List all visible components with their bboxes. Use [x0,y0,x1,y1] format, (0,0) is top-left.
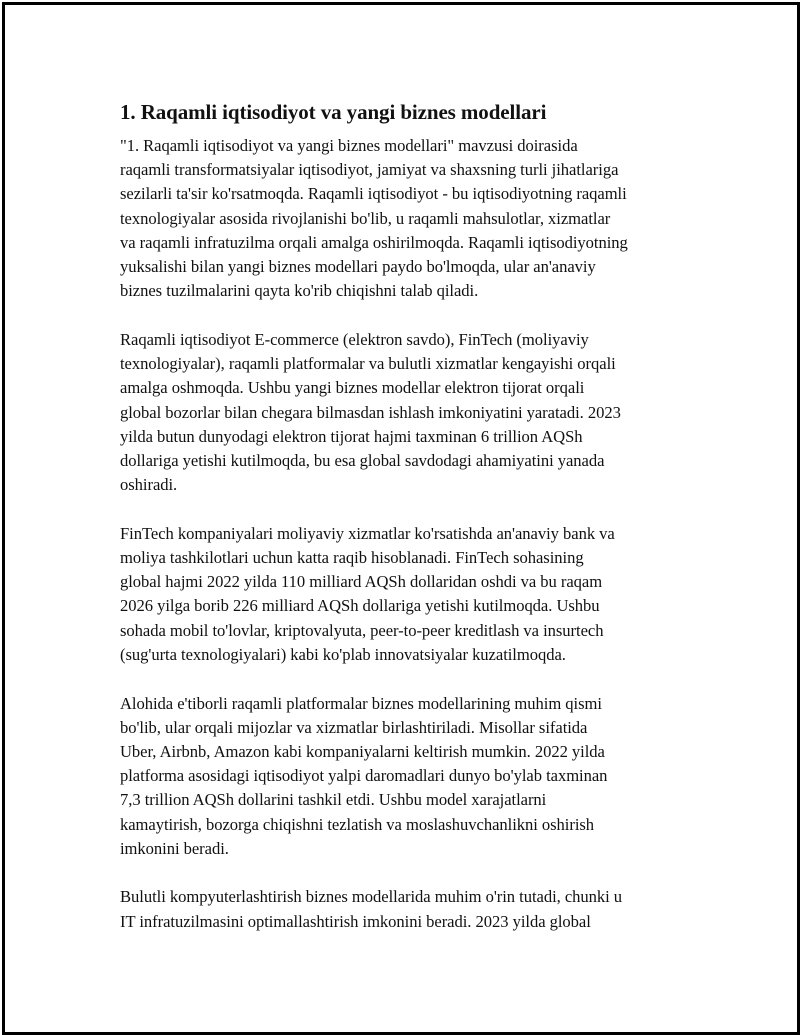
text-line: 2026 yilga borib 226 milliard AQSh dollariga yetishi kutilmoqda. Ushbu [120,596,600,616]
text-line: dollariga yetishi kutilmoqda, bu esa global savdodagi ahamiyatini yanada [120,450,605,470]
text-line: amalga oshmoqda. Ushbu yangi biznes modellar elektron tijorat orqali [120,378,585,398]
text-line: global hajmi 2022 yilda 110 milliard AQSh dollaridan oshdi va bu raqam [120,572,603,592]
section-heading: 1. Raqamli iqtisodiyot va yangi biznes modellari [120,100,547,124]
text-line: "1. Raqamli iqtisodiyot va yangi biznes modellari" mavzusi doirasida [120,136,578,155]
text-line: Alohida e'tiborli raqamli platformalar biznes modellarining muhim qismi [120,693,602,713]
text-line: Uber, Airbnb, Amazon kabi kompaniyalarni keltirish mumkin. 2022 yilda [120,741,605,761]
text-line: 7,3 trillion AQSh dollarini tashkil etdi. Ushbu model xarajatlarni [120,790,547,810]
text-line: oshiradi. [120,475,178,495]
text-line: yuksalishi bilan yangi biznes modellari paydo bo'lmoqda, ular an'anaviy [120,257,596,277]
text-line: sohada mobil to'lovlar, kriptovalyuta, peer-to-peer kreditlash va insurtech [120,620,604,640]
text-line: texnologiyalar asosida rivojlanishi bo'lib, u raqamli mahsulotlar, xizmatlar [120,208,611,228]
text-line: imkonini beradi. [120,838,229,858]
text-line: kamaytirish, bozorga chiqishni tezlatish va moslashuvchanlikni oshirish [120,814,595,834]
text-line: texnologiyalar), raqamli platformalar va bulutli xizmatlar kengayishi orqali [120,354,616,374]
text-line: biznes tuzilmalarini qayta ko'rib chiqishni talab qiladi. [120,281,479,301]
body-paragraph [120,692,695,861]
text-line: Bulutli kompyuterlashtirish biznes modellarida muhim o'rin tutadi, chunki u [120,887,623,907]
text-line: (sug'urta texnologiyalari) kabi ko'plab innovatsiyalar kuzatilmoqda. [120,644,566,664]
text-line: va raqamli infratuzilma orqali amalga oshirilmoqda. Raqamli iqtisodiyotning [120,232,628,252]
text-line: sezilarli ta'sir ko'rsatmoqda. Raqamli iqtisodiyot - bu iqtisodiyotning raqamli [120,184,627,204]
text-line: bo'lib, ular orqali mijozlar va xizmatlar birlashtiriladi. Misollar sifatida [120,717,588,737]
body-paragraph [120,522,695,667]
document-page [2,2,800,1035]
body-paragraph [120,134,695,303]
text-line: platforma asosidagi iqtisodiyot yalpi daromadlari dunyo bo'ylab taxminan [120,766,608,786]
text-line: FinTech kompaniyalari moliyaviy xizmatlar ko'rsatishda an'anaviy bank va [120,523,615,543]
text-line: IT infratuzilmasini optimallashtirish imkonini beradi. 2023 yilda global [120,911,591,931]
text-line: moliya tashkilotlari uchun katta raqib hisoblanadi. FinTech sohasining [120,548,584,568]
text-line: global bozorlar bilan chegara bilmasdan ishlash imkoniyatini yaratadi. 2023 [120,402,621,422]
body-paragraph [120,328,695,497]
text-line: raqamli transformatsiyalar iqtisodiyot, jamiyat va shaxsning turli jihatlariga [120,160,619,180]
paragraph-list [120,134,695,934]
text-line: yilda butun dunyodagi elektron tijorat hajmi taxminan 6 trillion AQSh [120,426,583,446]
body-paragraph [120,885,695,933]
text-line: Raqamli iqtisodiyot E-commerce (elektron savdo), FinTech (moliyaviy [120,329,589,349]
document-body [120,98,695,958]
